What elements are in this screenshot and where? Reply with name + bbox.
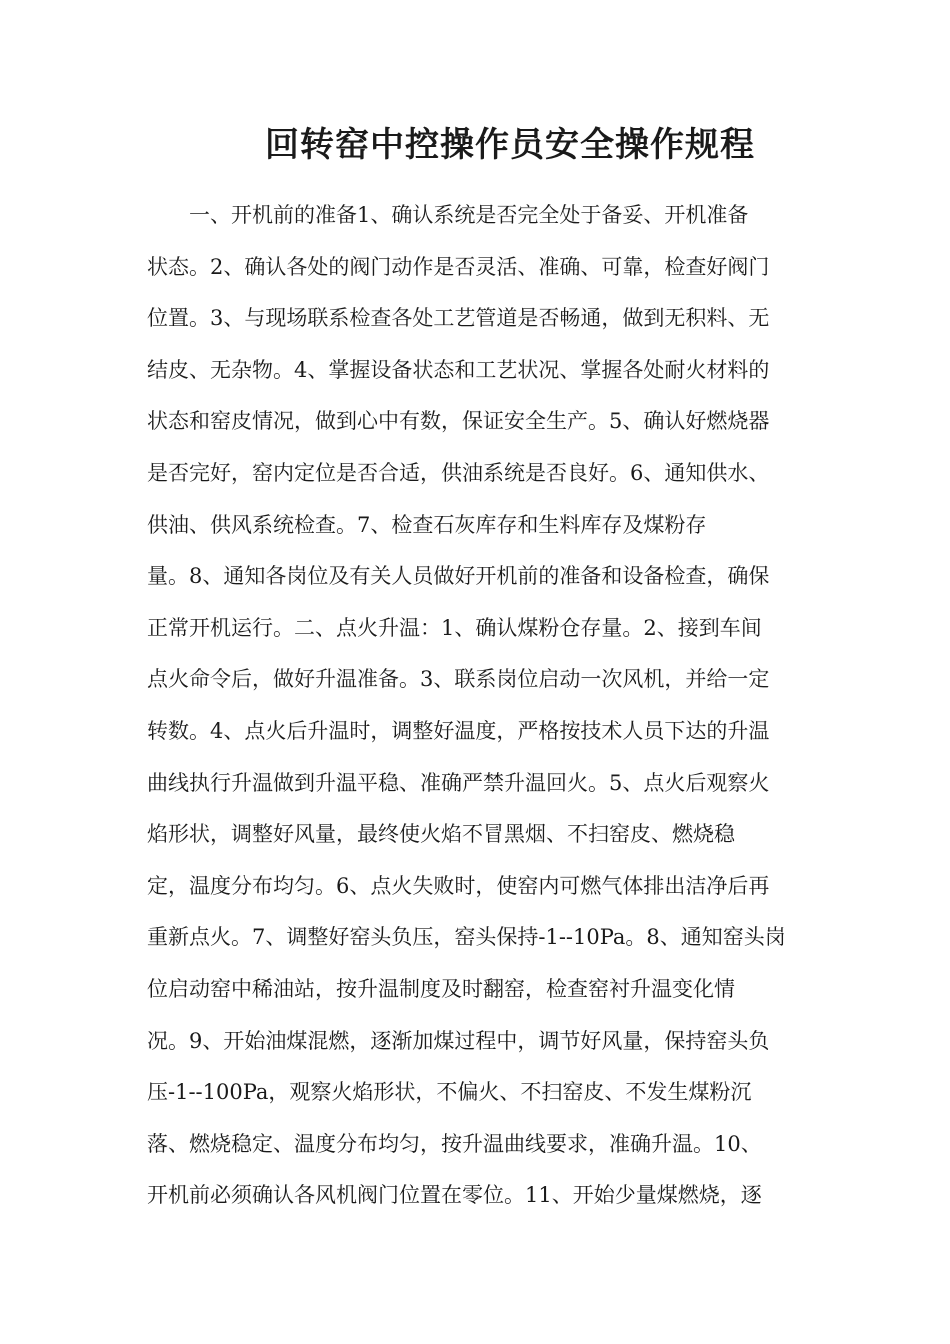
body-line: 位启动窑中稀油站，按升温制度及时翻窑，检查窑衬升温变化情 [147, 976, 735, 1001]
document-title: 回转窑中控操作员安全操作规程 [265, 125, 755, 165]
body-line: 量。8、通知各岗位及有关人员做好开机前的准备和设备检查，确保 [147, 564, 770, 589]
body-line: 曲线执行升温做到升温平稳、准确严禁升温回火。5、点火后观察火 [147, 770, 770, 795]
body-line: 供油、供风系统检查。7、检查石灰库存和生料库存及煤粉存 [147, 512, 707, 537]
body-line: 点火命令后，做好升温准备。3、联系岗位启动一次风机，并给一定 [147, 667, 770, 692]
document-body [147, 190, 807, 1222]
body-line: 转数。4、点火后升温时，调整好温度，严格按技术人员下达的升温 [147, 718, 770, 743]
body-line: 位置。3、与现场联系检查各处工艺管道是否畅通，做到无积料、无 [147, 306, 770, 331]
body-line: 是否完好，窑内定位是否合适，供油系统是否良好。6、通知供水、 [147, 460, 770, 485]
body-line: 况。9、开始油煤混燃，逐渐加煤过程中，调节好风量，保持窑头负 [147, 1028, 770, 1053]
body-line: 焰形状，调整好风量，最终使火焰不冒黑烟、不扫窑皮、燃烧稳 [147, 822, 735, 847]
body-line: 正常开机运行。二、点火升温：1、确认煤粉仓存量。2、接到车间 [147, 615, 762, 640]
body-line: 重新点火。7、调整好窑头负压，窑头保持-1--10Pa。8、通知窑头岗 [147, 925, 786, 950]
body-line: 状态和窑皮情况，做到心中有数，保证安全生产。5、确认好燃烧器 [147, 409, 770, 434]
body-line: 定，温度分布均匀。6、点火失败时，使窑内可燃气体排出洁净后再 [147, 873, 770, 898]
body-line: 一、开机前的准备1、确认系统是否完全处于备妥、开机准备 [189, 203, 749, 227]
body-line: 状态。2、确认各处的阀门动作是否灵活、准确、可靠，检查好阀门 [147, 254, 770, 279]
body-line: 落、燃烧稳定、温度分布均匀，按升温曲线要求，准确升温。10、 [147, 1131, 762, 1156]
body-line: 结皮、无杂物。4、掌握设备状态和工艺状况、掌握各处耐火材料的 [147, 357, 770, 382]
body-line: 开机前必须确认各风机阀门位置在零位。11、开始少量煤燃烧，逐 [147, 1183, 762, 1208]
body-line: 压-1--100Pa，观察火焰形状，不偏火、不扫窑皮、不发生煤粉沉 [147, 1080, 752, 1105]
